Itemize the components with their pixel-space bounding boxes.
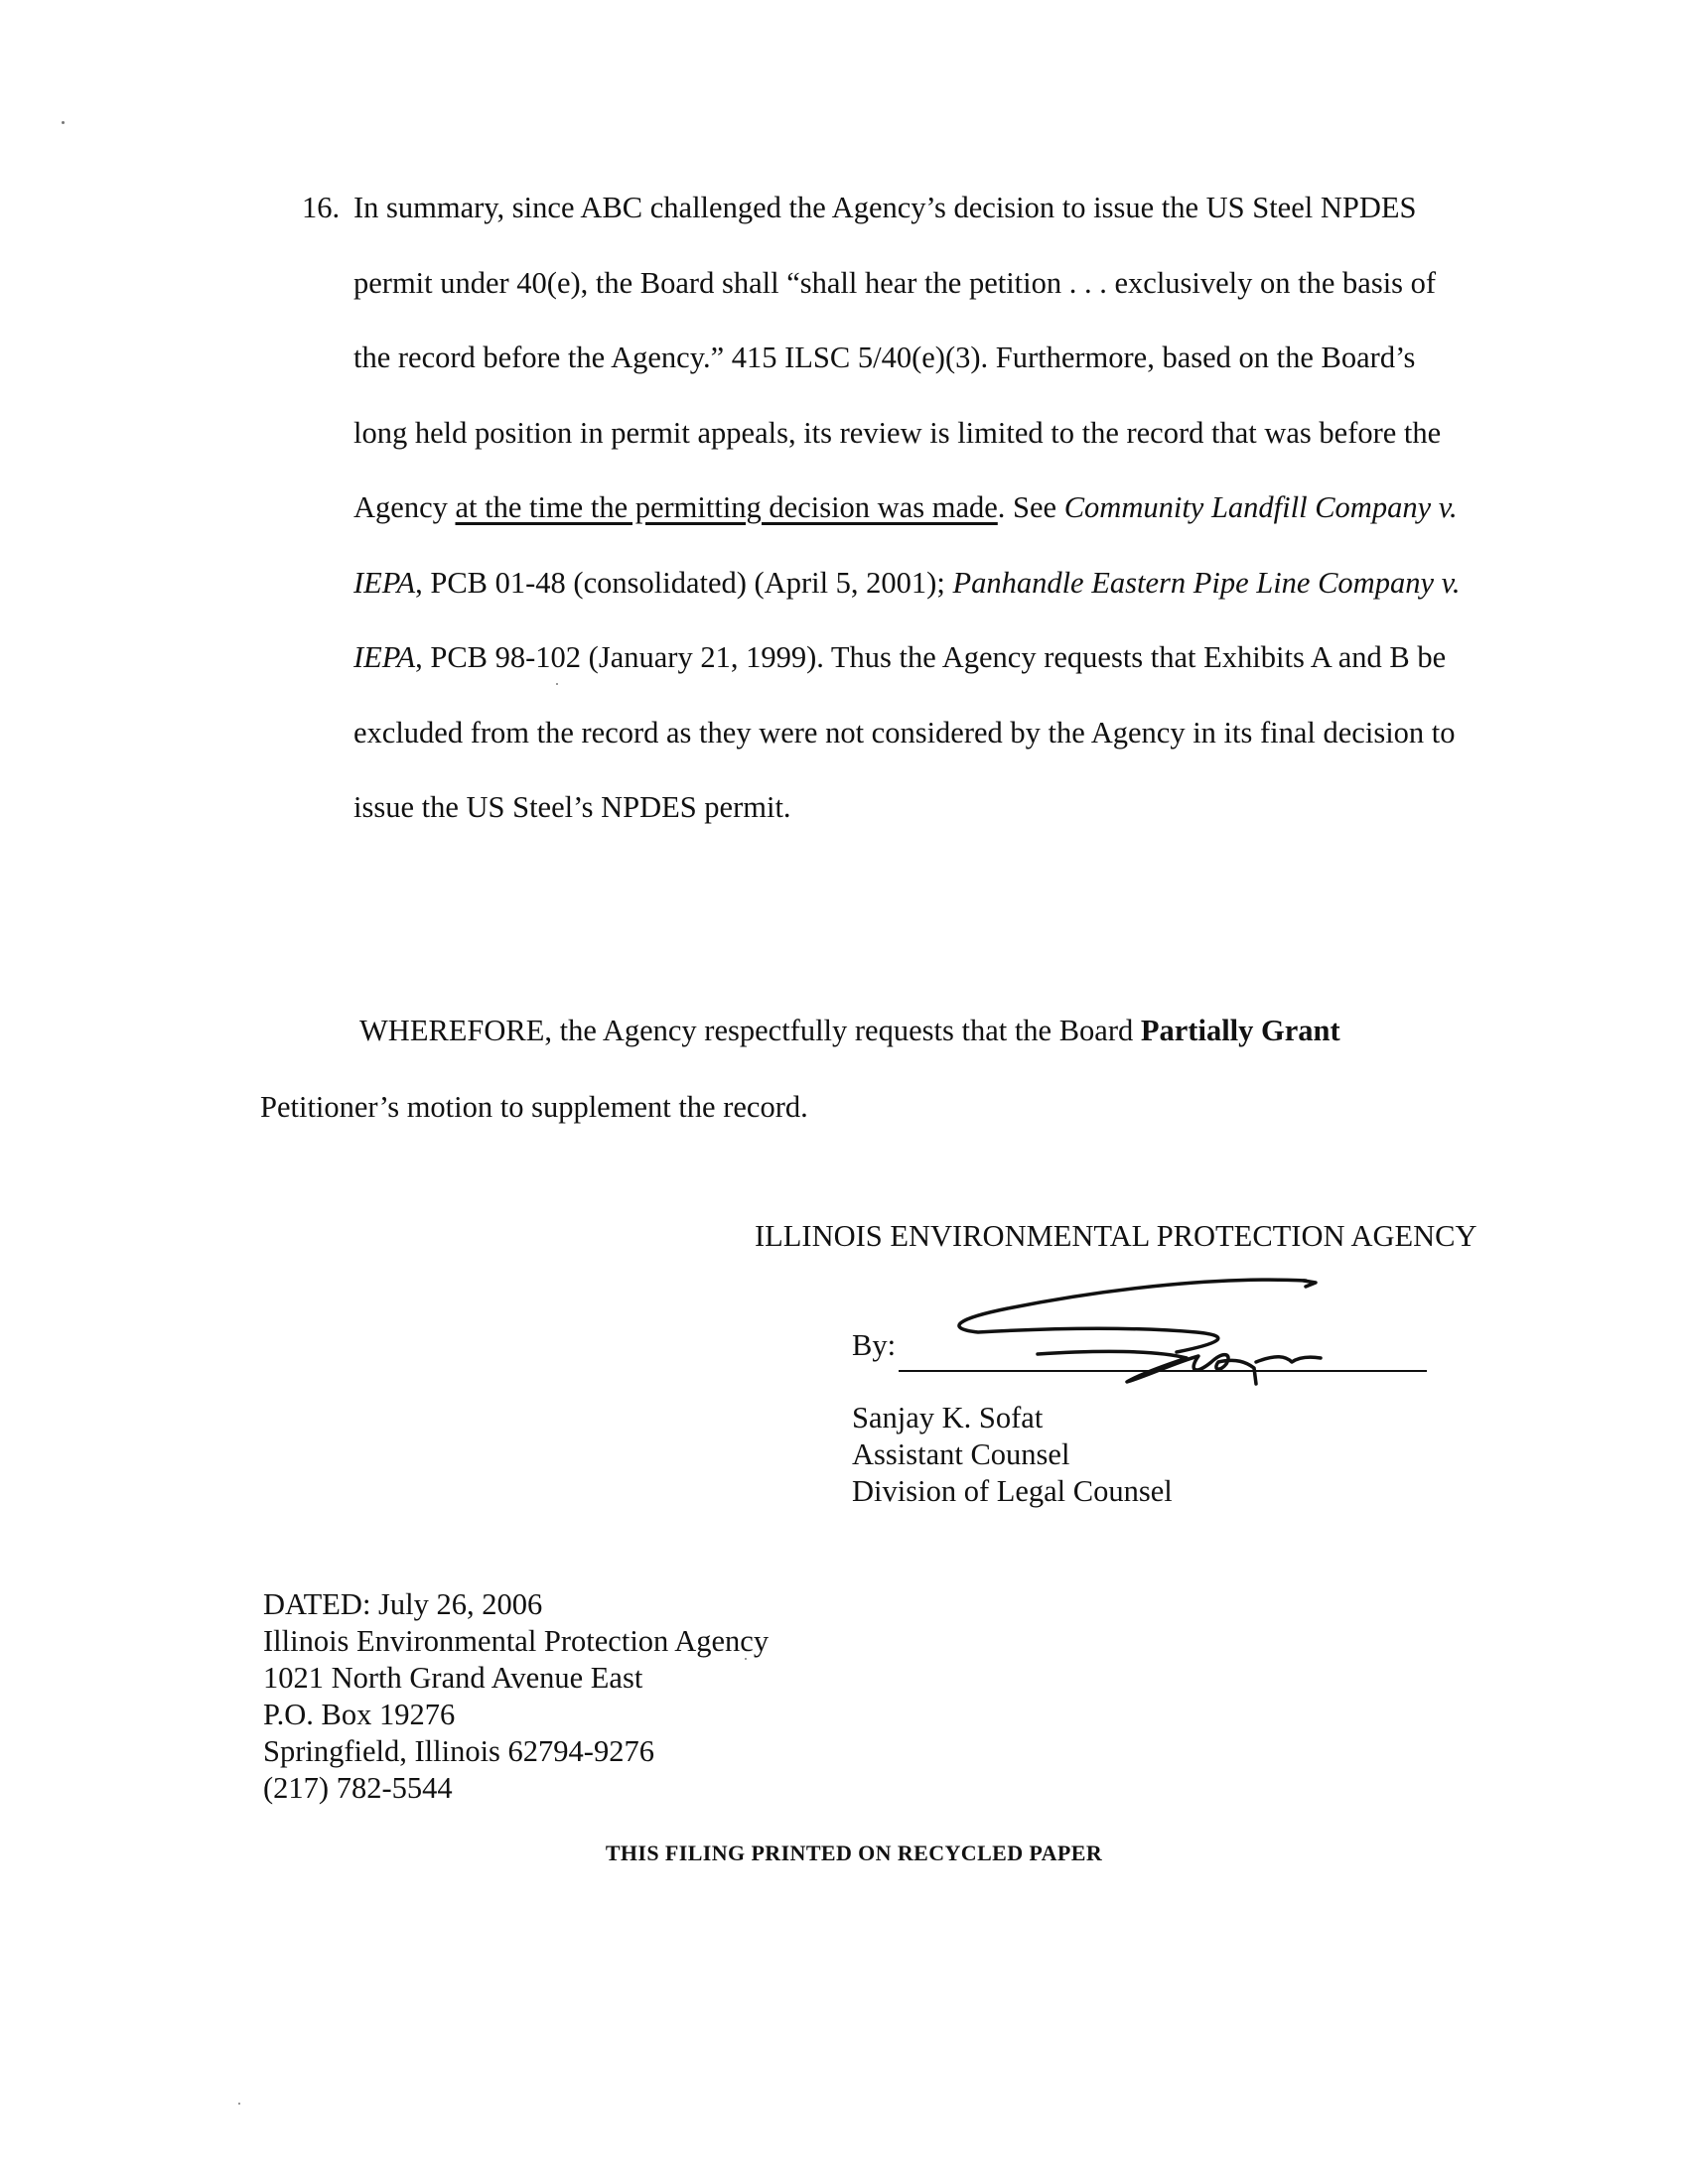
case-citation: Community Landfill Company v. IEPA [353, 490, 1458, 600]
paragraph-text-part: , PCB 01-48 (consolidated) (April 5, 2001); [415, 565, 953, 600]
handwritten-signature [938, 1259, 1335, 1388]
case-citation: Panhandle Eastern Pipe Line Company v. IEPA [353, 565, 1461, 674]
agency-name: ILLINOIS ENVIRONMENTAL PROTECTION AGENCY [755, 1219, 1477, 1253]
paragraph-text-part: In summary, since ABC challenged the Agency’s decision to issue the US Steel NPDES permit under 40(e), the Board shall “shall hear the petition . . . exclusively on the basis of the record before the Agency.” 415 ILSC 5/40(e)(3). Furthermore, based on the Board’s long held position in permit appeals, its review is limited to the record that was before the Agency [353, 191, 1442, 524]
paragraph-number: 16. [302, 191, 341, 224]
underlined-phrase: at the time the permitting decision was made [455, 490, 998, 524]
wherefore-bold: Partially Grant [1140, 1014, 1340, 1047]
recycled-paper-notice: THIS FILING PRINTED ON RECYCLED PAPER [605, 1841, 1103, 1865]
scan-speck [62, 121, 65, 124]
address-street: 1021 North Grand Avenue East [263, 1661, 643, 1695]
paragraph-16 [302, 171, 1475, 846]
address-block [263, 1586, 769, 1807]
paragraph-16-text [353, 171, 1475, 846]
dated-line: DATED: July 26, 2006 [263, 1587, 543, 1621]
wherefore-line [260, 993, 1501, 1069]
paragraph-text-part: , PCB 98-102 (January 21, 1999). Thus the Agency requests that Exhibits A and B be excluded from the record as they were not considered by the Agency in its final decision to issue the US Steel’s NPDES permit. [353, 640, 1456, 824]
signer-name: Sanjay K. Sofat [852, 1401, 1044, 1434]
signer-title: Assistant Counsel [852, 1437, 1070, 1471]
address-org: Illinois Environmental Protection Agency [263, 1624, 770, 1658]
signer-block [852, 1400, 1173, 1510]
address-po-box: P.O. Box 19276 [263, 1698, 456, 1731]
scan-speck [556, 683, 558, 685]
scan-speck [745, 1658, 747, 1660]
address-city: Springfield, Illinois 62794-9276 [263, 1734, 654, 1768]
wherefore-clause [260, 993, 1501, 1146]
signer-division: Division of Legal Counsel [852, 1474, 1173, 1508]
by-label: By: [852, 1328, 897, 1362]
paragraph-text-part: . See [997, 490, 1064, 524]
scan-speck [238, 2103, 240, 2105]
wherefore-lead: WHEREFORE, the Agency respectfully requests that the Board [359, 1014, 1141, 1047]
address-phone: (217) 782-5544 [263, 1771, 453, 1805]
wherefore-tail: Petitioner’s motion to supplement the record. [260, 1090, 808, 1124]
